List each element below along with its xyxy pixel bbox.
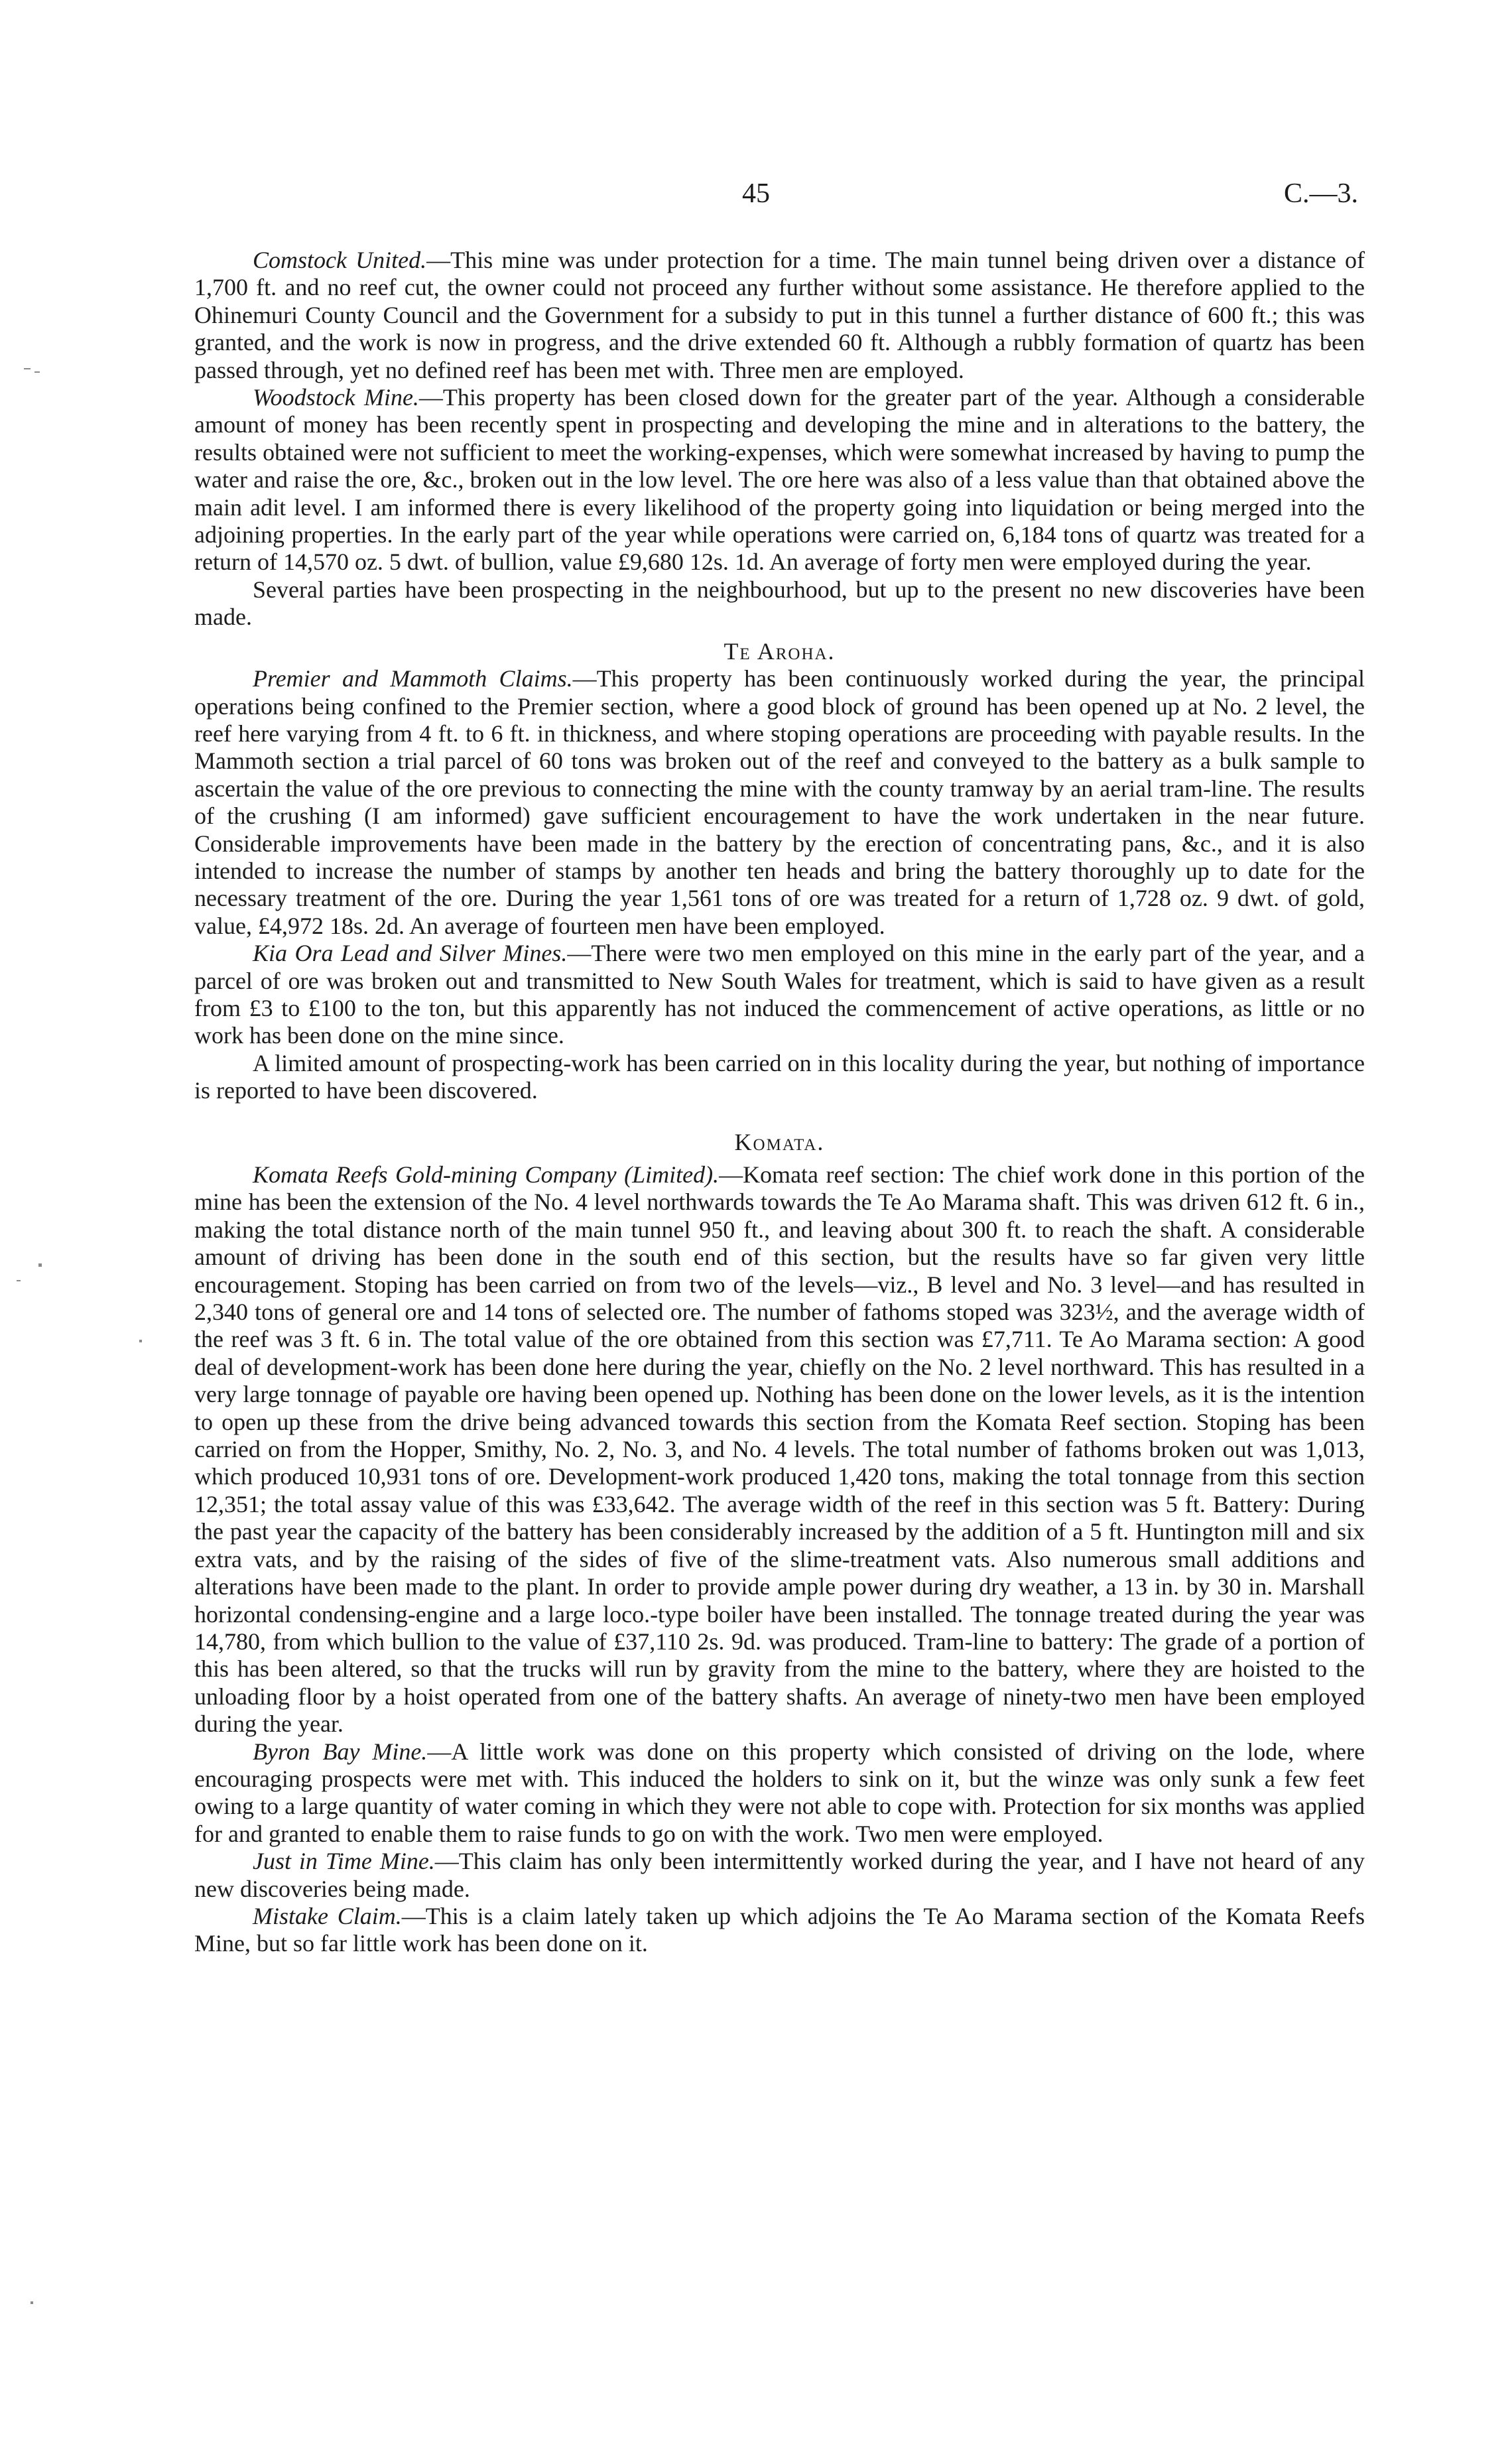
- paragraph-text: —A little work was done on this property which consisted of driving on the lode, where encouraging prospects were met with. This induced the holders to sink on it, but the winze was only sunk a few feet owing to a large quantity of water coming in which they were not able to cope with. Protection for six months was applied for and granted to enable them to raise funds to go on with the work. Two men were employed.: [194, 1738, 1365, 1847]
- paragraph-komata-reefs: [194, 1161, 1365, 1738]
- paragraph-title: Komata Reefs Gold-mining Company (Limited).: [253, 1161, 720, 1188]
- paragraph-title: Woodstock Mine.: [253, 384, 419, 411]
- paragraph-byron-bay: [194, 1738, 1365, 1848]
- scan-mark: [17, 1280, 21, 1281]
- paragraph-text: —This claim has only been intermittently worked during the year, and I have not heard of any new discoveries being made.: [194, 1848, 1365, 1902]
- paragraph-just-in-time: [194, 1848, 1365, 1903]
- paragraph-text: A limited amount of prospecting-work has been carried on in this locality during the year, but nothing of importance is reported to have been discovered.: [194, 1049, 1365, 1104]
- paragraph-text: —This property has been continuously worked during the year, the principal operations being confined to the Premier section, where a good block of ground has been opened up at No. 2 level, the reef here varying from 4 ft. to 6 ft. in thickness, and where stoping operations are proceeding with payable results. In the Mammoth section a trial parcel of 60 tons was broken out of the reef and conveyed to the battery as a bulk sample to ascertain the value of the ore previous to connecting the mine with the county tramway by an aerial tram-line. The results of the crushing (I am informed) gave sufficient encouragement to have the work undertaken in the near future. Considerable improvements have been made in the battery by the erection of concentrating pans, &c., and it is also intended to increase the number of stamps by another ten heads and bring the battery thoroughly up to date for the necessary treatment of the ore. During the year 1,561 tons of ore was treated for a return of 1,728 oz. 9 dwt. of gold, value, £4,972 18s. 2d. An average of fourteen men have been employed.: [194, 665, 1365, 939]
- paragraph-title: Just in Time Mine.: [253, 1848, 435, 1875]
- scan-mark: [31, 2301, 33, 2304]
- section-heading-te-aroha: Te Aroha.: [724, 637, 836, 665]
- page-number: 45: [742, 178, 770, 209]
- report-code: C.—3.: [1283, 178, 1358, 209]
- paragraph-woodstock-mine: [194, 384, 1365, 576]
- paragraph-title: Kia Ora Lead and Silver Mines.: [253, 940, 568, 967]
- paragraph-prospecting-neighbourhood: [194, 576, 1365, 631]
- paragraph-title: Mistake Claim.: [253, 1902, 402, 1929]
- paragraph-title: Comstock United.: [253, 247, 427, 273]
- paragraph-text: Several parties have been prospecting in the neighbourhood, but up to the present no new discoveries have been made.: [194, 576, 1365, 631]
- paragraph-mistake-claim: [194, 1903, 1365, 1958]
- document-body: [194, 247, 1365, 1958]
- paragraph-prospecting-locality: [194, 1050, 1365, 1105]
- paragraph-text: —This property has been closed down for the greater part of the year. Although a considerable amount of money has been recently spent in prospecting and developing the mine and in alterations to the battery, the results obtained were not sufficient to meet the working-expenses, which were somewhat increased by having to pump the water and raise the ore, &c., broken out in the low level. The ore here was also of a less value than that obtained above the main adit level. I am informed there is every likelihood of the property going into liquidation or being merged into the adjoining properties. In the early part of the year while operations were carried on, 6,184 tons of quartz was treated for a return of 14,570 oz. 5 dwt. of bullion, value £9,680 12s. 1d. An average of forty men were employed during the year.: [194, 384, 1365, 576]
- scan-mark: [139, 1340, 142, 1342]
- page-header: [0, 178, 1512, 218]
- paragraph-premier-mammoth: [194, 665, 1365, 940]
- paragraph-text: —Komata reef section: The chief work done in this portion of the mine has been the extension of the No. 4 level northwards towards the Te Ao Marama shaft. This was driven 612 ft. 6 in., making the total distance north of the main tunnel 950 ft., and leaving about 300 ft. to reach the shaft. A considerable amount of driving has been done in the south end of this section, but the results have so far given very little encouragement. Stoping has been carried on from two of the levels—viz., B level and No. 3 level—and has resulted in 2,340 tons of general ore and 14 tons of selected ore. The number of fathoms stoped was 323½, and the average width of the reef was 3 ft. 6 in. The total value of the ore obtained from this section was £7,711. Te Ao Marama section: A good deal of development-work has been done here during the year, chiefly on the No. 2 level northward. This has resulted in a very large tonnage of payable ore having been opened up. Nothing has been done on the lower levels, as it is the intention to open up these from the drive being advanced towards this section from the Komata Reef section. Stoping has been carried on from the Hopper, Smithy, No. 2, No. 3, and No. 4 levels. The total number of fathoms broken out was 1,013, which produced 10,931 tons of ore. Development-work produced 1,420 tons, making the total tonnage from this section 12,351; the total assay value of this was £33,642. The average width of the reef in this section was 5 ft. Battery: During the past year the capacity of the battery has been considerably increased by the addition of a 5 ft. Huntington mill and six extra vats, and by the raising of the sides of five of the slime-treatment vats. Also numerous small additions and alterations have been made to the plant. In order to provide ample power during dry weather, a 13 in. by 30 in. Marshall horizontal condensing-engine and a large loco.-type boiler have been installed. The tonnage treated during the year was 14,780, from which bullion to the value of £37,110 2s. 9d. was produced. Tram-line to battery: The grade of a portion of this has been altered, so that the trucks will run by gravity from the mine to the battery, where they are hoisted to the unloading floor by a hoist operated from one of the battery shafts. An average of ninety-two men have been employed during the year.: [194, 1161, 1365, 1738]
- paragraph-text: —This mine was under protection for a time. The main tunnel being driven over a distance of 1,700 ft. and no reef cut, the owner could not proceed any further without some assistance. He therefore applied to the Ohinemuri County Council and the Government for a subsidy to put in this tunnel a further distance of 600 ft.; this was granted, and the work is now in progress, and the drive extended 60 ft. Although a rubbly formation of quartz has been passed through, yet no defined reef has been met with. Three men are employed.: [194, 247, 1365, 383]
- paragraph-comstock-united: [194, 247, 1365, 384]
- paragraph-title: Byron Bay Mine.: [253, 1738, 428, 1765]
- paragraph-text: —This is a claim lately taken up which adjoins the Te Ao Marama section of the Komata Reefs Mine, but so far little work has been done on it.: [194, 1902, 1365, 1957]
- scan-mark: [38, 1263, 42, 1267]
- section-heading-komata: Komata.: [734, 1128, 825, 1155]
- paragraph-title: Premier and Mammoth Claims.: [253, 665, 573, 692]
- paragraph-kia-ora: [194, 940, 1365, 1050]
- paragraph-text: —There were two men employed on this mine in the early part of the year, and a parcel of ore was broken out and transmitted to New South Wales for treatment, which is said to have given as a result from £3 to £100 to the ton, but this apparently has not induced the commencement of active operations, as little or no work has been done on the mine since.: [194, 940, 1365, 1049]
- scan-mark: [34, 371, 40, 373]
- scan-mark: [24, 368, 31, 369]
